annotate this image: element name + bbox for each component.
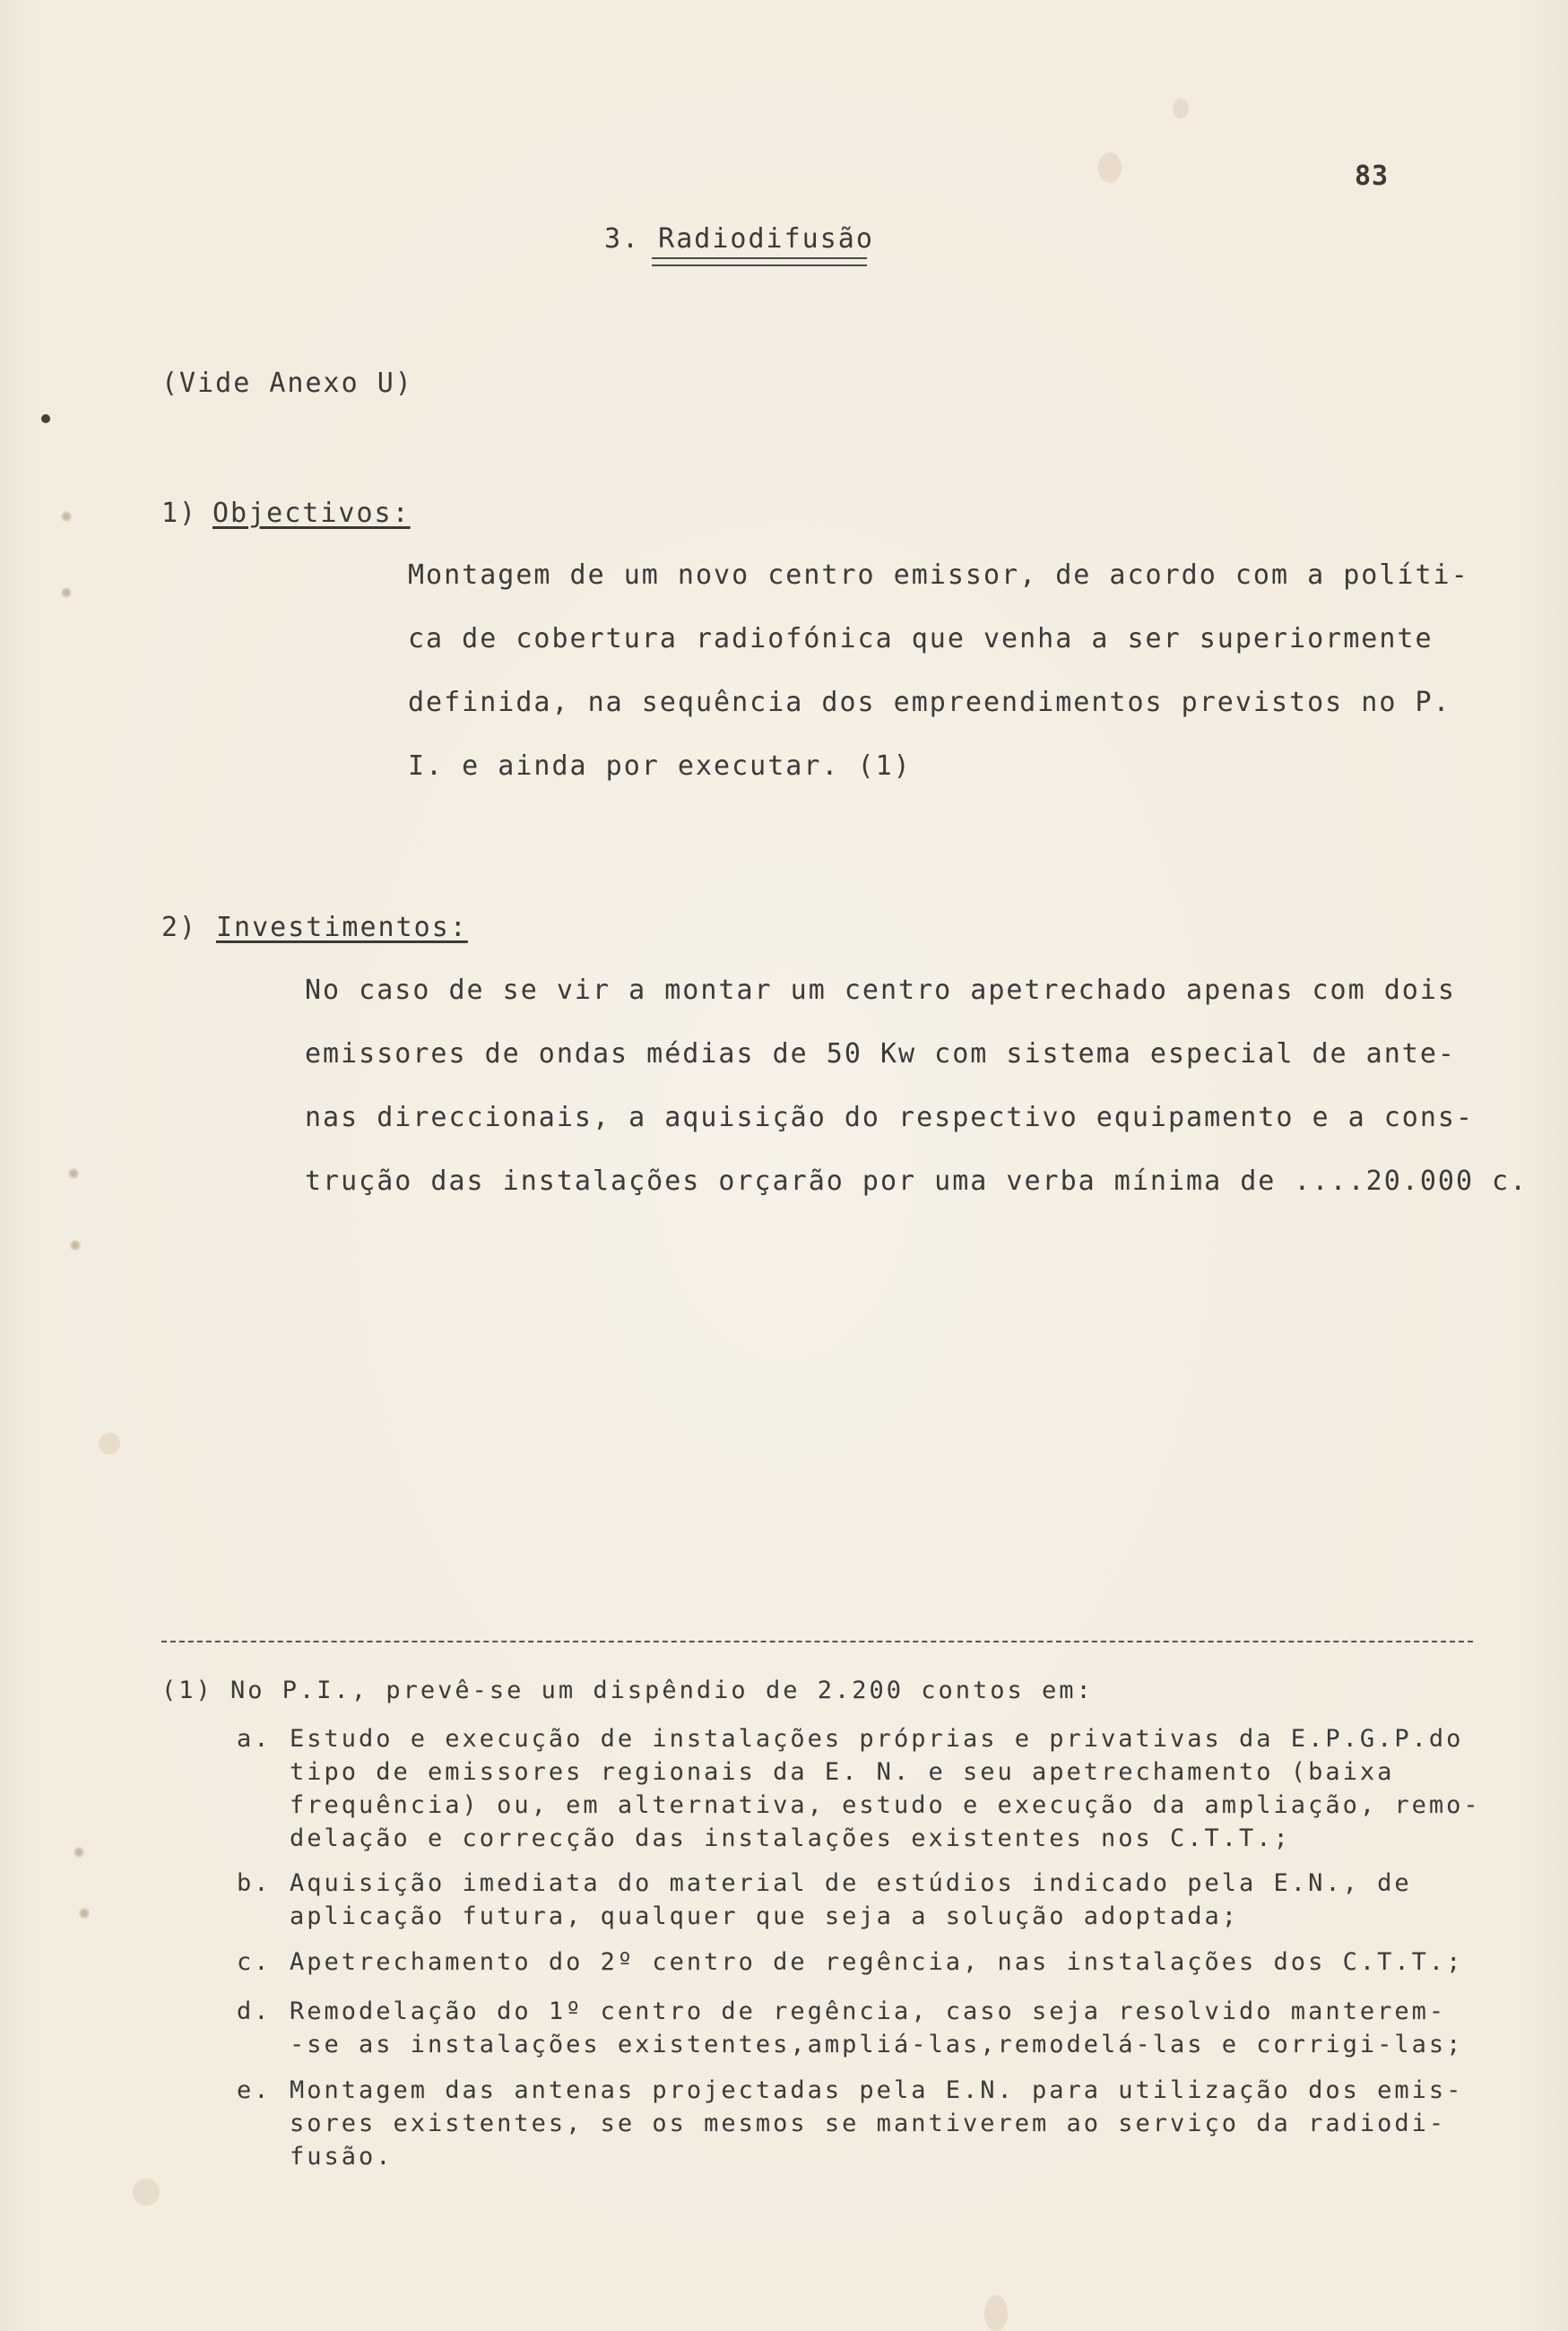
footnote-intro: (1) No P.I., prevê-se um dispêndio de 2.200 contos em: (161, 1677, 1094, 1704)
punch-hole (79, 1908, 90, 1919)
footnote-item-line: Aquisição imediata do material de estúdios indicado pela E.N., de (290, 1869, 1412, 1897)
investimentos-heading: Investimentos: (216, 912, 468, 943)
footnote-item-line: aplicação futura, qualquer que seja a solução adoptada; (290, 1902, 1240, 1930)
title-double-underline (652, 257, 867, 266)
footnote-item-line: frequência) ou, em alternativa, estudo e execução da ampliação, remo- (290, 1791, 1481, 1819)
section-title: 3. Radiodifusão (604, 223, 874, 255)
footnote-item-marker: c. (237, 1948, 272, 1976)
objectivos-line: I. e ainda por executar. (1) (408, 750, 912, 782)
punch-hole (74, 1847, 84, 1858)
punch-hole (70, 1240, 81, 1251)
punch-hole (61, 511, 72, 522)
punch-hole (61, 587, 72, 598)
page-number: 83 (1355, 160, 1390, 192)
investimentos-line: nas direccionais, a aquisição do respectivo equipamento e a cons- (305, 1102, 1474, 1133)
footnote-item-line: Montagem das antenas projectadas pela E.N. para utilização dos emis- (290, 2076, 1464, 2104)
investimentos-line: emissores de ondas médias de 50 Kw com sistema especial de ante- (305, 1038, 1456, 1070)
binding-dot (41, 414, 50, 423)
objectivos-line: definida, na sequência dos empreendimentos previstos no P. (408, 687, 1451, 718)
paper-stain (1173, 99, 1189, 118)
footnote-item-line: -se as instalações existentes,ampliá-las,remodelá-las e corrigi-las; (290, 2031, 1464, 2058)
footnote-item-marker: b. (237, 1869, 272, 1897)
vide-anexo: (Vide Anexo U) (161, 368, 413, 399)
objectivos-heading: Objectivos: (212, 498, 411, 529)
objectivos-line: ca de cobertura radiofónica que venha a ser superiormente (408, 623, 1434, 654)
objectivos-line: Montagem de um novo centro emissor, de acordo com a políti- (408, 559, 1469, 591)
investimentos-number: 2) (161, 912, 198, 943)
investimentos-line: trução das instalações orçarão por uma verba mínima de ....20.000 c. (305, 1166, 1529, 1197)
paper-stain (99, 1433, 120, 1454)
footnote-item-marker: e. (237, 2076, 272, 2104)
paper-stain (984, 2295, 1008, 2331)
footnote-item-line: Estudo e execução de instalações próprias e privativas da E.P.G.P.do (290, 1725, 1464, 1753)
footnote-separator (161, 1641, 1473, 1642)
paper-stain (133, 2179, 160, 2205)
footnote-item-line: delação e correcção das instalações existentes nos C.T.T.; (290, 1824, 1291, 1852)
punch-hole (68, 1168, 79, 1179)
paper-stain (1098, 152, 1122, 183)
footnote-item-line: sores existentes, se os mesmos se mantiverem ao serviço da radiodi- (290, 2110, 1447, 2137)
footnote-item-marker: a. (237, 1725, 272, 1753)
footnote-item-line: fusão. (290, 2143, 394, 2171)
footnote-item-line: Remodelação do 1º centro de regência, caso seja resolvido manterem- (290, 1997, 1447, 2025)
investimentos-line: No caso de se vir a montar um centro apetrechado apenas com dois (305, 975, 1456, 1006)
footnote-item-line: tipo de emissores regionais da E. N. e seu apetrechamento (baixa (290, 1758, 1395, 1786)
objectivos-number: 1) (161, 498, 198, 529)
footnote-item-line: Apetrechamento do 2º centro de regência, nas instalações dos C.T.T.; (290, 1948, 1464, 1976)
footnote-item-marker: d. (237, 1997, 272, 2025)
